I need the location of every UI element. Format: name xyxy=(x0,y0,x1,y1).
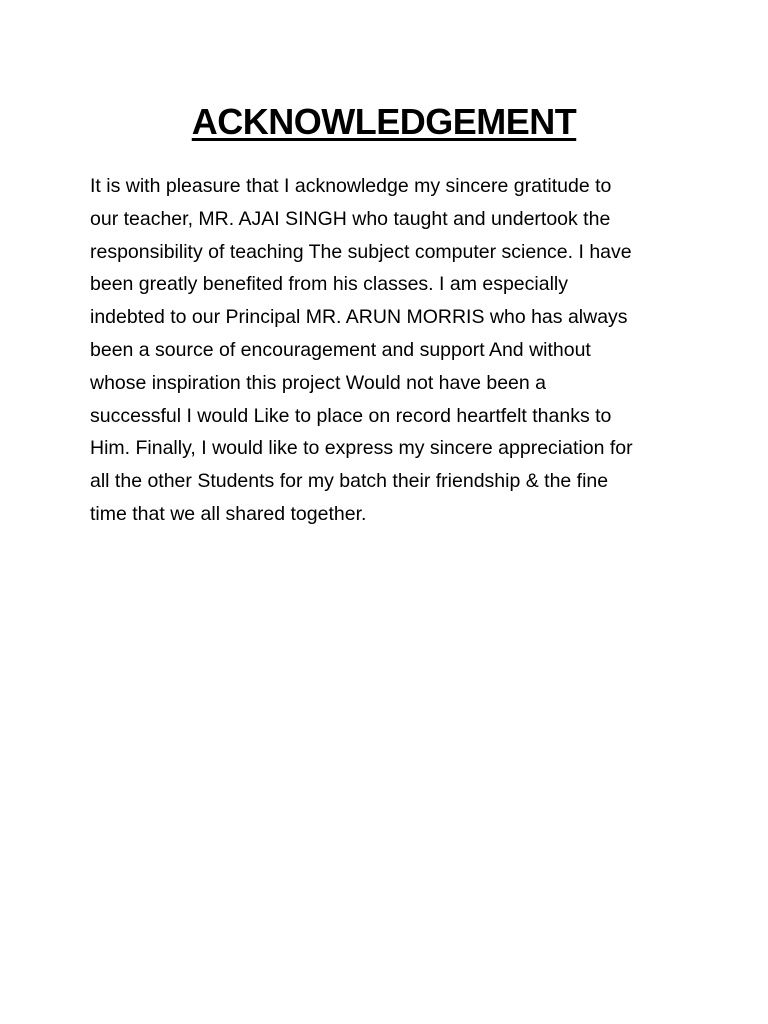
paragraph-line: our teacher, MR. AJAI SINGH who taught and undertook the xyxy=(90,207,611,230)
paragraph-line: Him. Finally, I would like to express my sincere appreciation for xyxy=(90,437,633,460)
paragraph-line: indebted to our Principal MR. ARUN MORRIS who has always xyxy=(90,306,628,329)
paragraph-line: whose inspiration this project Would not have been a xyxy=(90,371,547,394)
acknowledgement-paragraph xyxy=(90,170,680,531)
paragraph-line: been a source of encouragement and support And without xyxy=(90,338,591,361)
paragraph-line: all the other Students for my batch their friendship & the fine xyxy=(90,470,609,493)
paragraph-line: It is with pleasure that I acknowledge my sincere gratitude to xyxy=(90,175,612,197)
page-title: ACKNOWLEDGEMENT xyxy=(191,101,577,142)
paragraph-line: successful I would Like to place on record heartfelt thanks to xyxy=(90,404,612,427)
paragraph-line: been greatly benefited from his classes. I am especially xyxy=(90,273,568,296)
paragraph-line: time that we all shared together. xyxy=(90,502,367,525)
paragraph-line: responsibility of teaching The subject computer science. I have xyxy=(90,240,632,263)
